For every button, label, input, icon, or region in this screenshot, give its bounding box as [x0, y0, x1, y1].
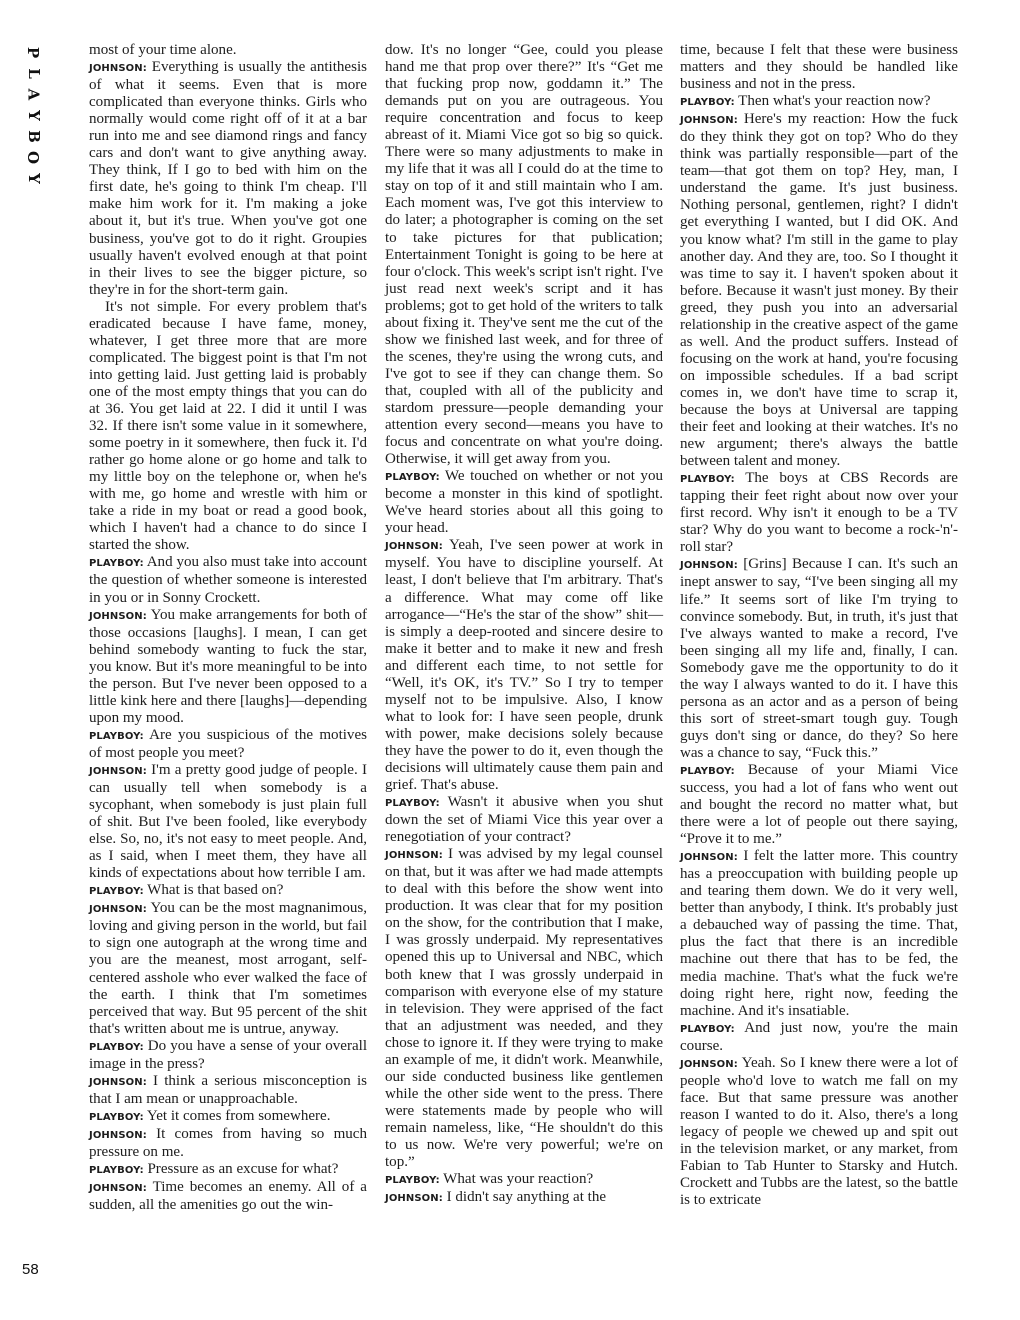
paragraph-text: I didn't say anything at the	[446, 1189, 607, 1206]
speaker-label: PLAYBOY:	[680, 765, 735, 777]
interview-paragraph	[385, 1171, 663, 1189]
interview-paragraph	[89, 42, 367, 59]
interview-paragraph	[680, 556, 958, 762]
paragraph-text: And you also must take into account the question of whether someone is interested in you or in Sonny Crockett.	[89, 554, 367, 606]
interview-paragraph	[680, 470, 958, 556]
interview-paragraph	[89, 762, 367, 882]
interview-paragraph	[89, 1108, 367, 1126]
text-column-2	[385, 42, 663, 1207]
interview-paragraph	[680, 1020, 958, 1055]
magazine-name-letter: B	[24, 130, 43, 143]
paragraph-text: And just now, you're the main course.	[680, 1019, 958, 1054]
interview-paragraph	[385, 794, 663, 846]
interview-paragraph	[385, 42, 663, 468]
magazine-name-letter: A	[24, 88, 43, 101]
speaker-label: PLAYBOY:	[680, 1023, 735, 1035]
paragraph-text: Wasn't it abusive when you shut down the set of Miami Vice this year over a renegotiation of your contract?	[385, 794, 664, 846]
speaker-label: JOHNSON:	[89, 765, 147, 777]
interview-paragraph	[89, 554, 367, 606]
magazine-name-letter: Y	[24, 173, 43, 184]
paragraph-text: I was advised by my legal counsel on that, but it was after we had made attempts to deal with this before the show went into production. It was clear that for my position on the show, for the contribution that I make, I was grossly underpaid. My representatives opened this up to Universal and NBC, which both knew that I was grossly underpaid in comparison with everyone else of my stature in television. They were apprised of the fact that an adjustment was needed, and they chose to ignore it. If they were trying to make an example of me, it didn't work. Meanwhile, our side conducted business like gentlemen while the other side went to the press. There were statements made by people who will remain nameless, like, “He shouldn't do this to us now. We're very powerful; we're on top.”	[385, 846, 663, 1171]
paragraph-text: Then what's your reaction now?	[738, 93, 931, 110]
interview-paragraph	[89, 1179, 367, 1214]
magazine-name-letter: O	[24, 150, 43, 165]
interview-paragraph	[385, 537, 663, 794]
paragraph-text: Yet it comes from somewhere.	[146, 1107, 331, 1124]
speaker-label: JOHNSON:	[385, 541, 443, 553]
speaker-label: PLAYBOY:	[385, 1175, 440, 1187]
speaker-label: PLAYBOY:	[89, 1165, 144, 1177]
interview-paragraph	[89, 1126, 367, 1161]
interview-paragraph	[680, 111, 958, 470]
paragraph-text: What is that based on?	[147, 882, 284, 899]
speaker-label: PLAYBOY:	[89, 558, 144, 570]
magazine-name-letter: P	[24, 46, 43, 59]
interview-paragraph	[89, 299, 367, 555]
speaker-label: JOHNSON:	[89, 904, 147, 916]
paragraph-text: Here's my reaction: How the fuck do they think they got on top? Who do they think was partially responsible—part of the team—that got them on top? Hey, man, I understand the game. It's just business. Nothing personal, gentlemen, right? I didn't get everything I wanted, but I did OK. And you know what? I'm still in the game to play another day. And they are, too. So I thought it was time to say it. I haven't spoken about it before. Because it wasn't just money. By their greed, they push you into an adversarial relationship in the creative aspect of the game as well. And the product suffers. Instead of focusing on the work at hand, you're focusing on impossible schedules. If a bad script comes in, we don't have time to scrap it, because the boys at Universal are tapping their feet and looking at their watches. It's no new argument; there's always the battle between talent and money.	[680, 111, 958, 470]
interview-paragraph	[680, 762, 958, 848]
speaker-label: JOHNSON:	[89, 63, 147, 75]
paragraph-text: Do you have a sense of your overall image in the press?	[89, 1037, 368, 1072]
paragraph-text: Yeah. So I knew there were a lot of people who'd love to watch me fall on my face. But that same pressure was another reason I wanted to do it. Also, there's a long legacy of people we chewed up and spit out in the television market, or any market, from Fabian to Tab Hunter to Starsky and Hutch. Crockett and Tubbs are the latest, so the battle is to extricate	[680, 1054, 958, 1209]
paragraph-text: time, because I felt that these were business matters and they should be handled like business and not in the press.	[680, 42, 958, 93]
paragraph-text: Everything is usually the antithesis of what it seems. Even that is more complicated than everyone thinks. Girls who normally would come right off of it at a bar run into me and see diamond rings and fancy cars and don't want to give anything away. They think, If I go to bed with him on the first date, he's going to think I'm cheap. I'll make him work for it. I'm making a joke about it, but it's true. When you've got one business, you've got to do it right. Groupies usually haven't evolved enough at that point in their lives to see the bigger picture, so they're in for the short-term gain.	[89, 59, 367, 298]
magazine-name-vertical	[24, 42, 43, 189]
paragraph-text: Because of your Miami Vice success, you had a lot of fans who went out and bought the record no matter what, but there were a lot of people out there saying, “Prove it to me.”	[680, 761, 958, 848]
speaker-label: JOHNSON:	[89, 1076, 147, 1088]
interview-paragraph	[89, 882, 367, 900]
speaker-label: JOHNSON:	[680, 115, 738, 127]
interview-paragraph	[385, 468, 663, 537]
interview-paragraph	[89, 1161, 367, 1179]
speaker-label: PLAYBOY:	[385, 472, 440, 484]
paragraph-text: Are you suspicious of the motives of most people you meet?	[89, 726, 367, 761]
paragraph-text: dow. It's no longer “Gee, could you please hand me that prop over there?” It's “Get me that fucking prop now, goddamn it.” The demands put on you are outrageous. You require concentration and focus to keep abreast of it. Miami Vice got so big so quick. There were so many adjustments to make in my life that it was all I could do at the time to stay on top of it and still maintain who I am. Each moment was, I've got this interview to do later; a photographer is coming on the set to take pictures for that publication; Entertainment Tonight is going to be here at four o'clock. This week's script isn't right. I've just read next week's script and it has problems; got to get hold of the writers to talk about fixing it. They've sent me the cut of the show we finished last week, and for three of the scenes, they're using the wrong cuts, and I've got to see if they can change them. So that, coupled with all of the publicity and stardom pressure—people demanding your attention every second—means you have to focus and concentrate on what you're doing. Otherwise, it will get away from you.	[385, 42, 663, 468]
paragraph-text: You make arrangements for both of those occasions [laughs]. I mean, I can get behind somebody wanting to fuck the star, you know. But it's more meaningful to be into the person. But I've never been opposed to a little kink here and there [laughs]—depending upon my mood.	[89, 606, 367, 726]
interview-paragraph	[680, 93, 958, 111]
speaker-label: PLAYBOY:	[385, 798, 440, 810]
speaker-label: PLAYBOY:	[89, 730, 144, 742]
paragraph-text: What was your reaction?	[443, 1171, 594, 1188]
speaker-label: PLAYBOY:	[680, 474, 735, 486]
paragraph-text: I'm a pretty good judge of people. I can usually tell when somebody is a sycophant, when somebody is just plain full of shit. But I've been fooled, like everybody else. So, no, it's not easy to meet people. And, as I said, when I meet them, they have all kinds of expectations about how terrible I am.	[89, 761, 367, 882]
speaker-label: JOHNSON:	[89, 1183, 147, 1195]
speaker-label: JOHNSON:	[89, 610, 147, 622]
speaker-label: JOHNSON:	[385, 850, 443, 862]
text-column-1	[89, 42, 367, 1214]
interview-paragraph	[89, 1073, 367, 1108]
interview-paragraph	[680, 1055, 958, 1209]
magazine-name-letter: L	[24, 68, 43, 79]
interview-paragraph	[89, 900, 367, 1037]
speaker-label: PLAYBOY:	[680, 97, 735, 109]
paragraph-text: The boys at CBS Records are tapping their feet right about now over your first record. Why isn't it enough to be a TV star? Why do you want to become a rock-'n'-roll star?	[680, 470, 958, 556]
speaker-label: JOHNSON:	[680, 560, 738, 572]
text-column-3	[680, 42, 958, 1209]
paragraph-text: It comes from having so much pressure on me.	[89, 1125, 368, 1160]
paragraph-text: [Grins] Because I can. It's such an inept answer to say, “I've been singing all my life.” It seems sort of like I'm trying to convince somebody. But, in truth, it's just that I've always wanted to make a record, I've been singing all my life and, finally, I can. Somebody gave me the opportunity to do it the way I always wanted to do it. I have this persona as an actor and as a person of being this sort of street-smart tough guy. Tough guys don't sing or dance, do they? So here was a chance to say, “Fuck this.”	[680, 556, 958, 761]
paragraph-text: It's not simple. For every problem that's eradicated because I have fame, money, whatever, I get three more that are more complicated. The biggest point is that I'm not into getting laid. Just getting laid is probably one of the most empty things that you can do at 36. You get laid at 22. I did it until I was 32. If there isn't some value in it somewhere, some poetry in it somewhere, then fuck it. I'd rather go home alone or go home and talk to my little boy on the telephone or, when he's with me, go home and wrestle with him or take a ride in my boat or read a good book, which I haven't had a chance to do since I started the show.	[89, 298, 367, 554]
speaker-label: JOHNSON:	[680, 852, 738, 864]
magazine-name-letter: Y	[24, 110, 43, 121]
speaker-label: PLAYBOY:	[89, 1041, 144, 1053]
paragraph-text: I felt the latter more. This country has a preoccupation with building people up and tearing them down. We do it very well, better than anybody, I think. It's probably just a debauched way of passing the time. That, plus the fact that there is an incredible machine out there that has to be fed, the media machine. That's what the fuck we're doing right here, right now, feeding the machine. And it's insatiable.	[680, 848, 958, 1019]
speaker-label: PLAYBOY:	[89, 1111, 144, 1123]
paragraph-text: Pressure as an excuse for what?	[147, 1161, 339, 1178]
interview-paragraph	[89, 727, 367, 762]
interview-paragraph	[680, 42, 958, 93]
interview-paragraph	[385, 846, 663, 1171]
paragraph-text: Time becomes an enemy. All of a sudden, all the amenities go out the win-	[89, 1179, 367, 1214]
paragraph-text: I think a serious misconception is that I am mean or unapproachable.	[89, 1072, 367, 1107]
interview-paragraph	[89, 607, 367, 727]
speaker-label: JOHNSON:	[385, 1193, 443, 1205]
page-number: 58	[22, 1261, 39, 1278]
paragraph-text: We touched on whether or not you become a monster in this kind of spotlight. We've heard stories about all this going to your head.	[385, 468, 664, 537]
speaker-label: JOHNSON:	[680, 1058, 738, 1070]
speaker-label: JOHNSON:	[89, 1129, 147, 1141]
speaker-label: PLAYBOY:	[89, 886, 144, 898]
interview-paragraph	[89, 59, 367, 299]
interview-paragraph	[385, 1189, 663, 1207]
paragraph-text: most of your time alone.	[89, 42, 237, 58]
interview-paragraph	[89, 1038, 367, 1073]
paragraph-text: Yeah, I've seen power at work in myself. You have to discipline yourself. At least, I don't believe that I'm arbitrary. That's a difference. What may come off like arrogance—“He's the star of the show” shit—is simply a deep-rooted and sincere desire to make it better and to make it new and fresh and different each time, to not settle for “Well, it's OK, it's TV.” So I try to temper myself not to be impulsive. Also, I know what to look for: I have seen people, drunk with power, make decisions solely because they have the power to do it, even though the decisions will ultimately cause them pain and grief. That's abuse.	[385, 537, 663, 794]
paragraph-text: You can be the most magnanimous, loving and giving person in the world, but fail to sign one autograph at the wrong time and you are the meanest, most arrogant, self-centered asshole who ever walked the face of the earth. I think that I'm sometimes perceived that way. But 95 percent of the shit that's written about me is untrue, anyway.	[89, 900, 367, 1037]
interview-paragraph	[680, 848, 958, 1019]
